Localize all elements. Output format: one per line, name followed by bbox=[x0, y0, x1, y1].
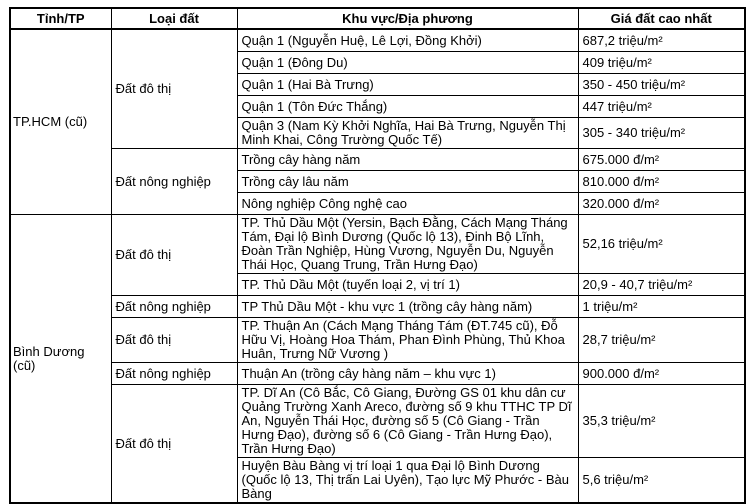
price-cell: 447 triệu/m² bbox=[578, 96, 745, 118]
area-cell: Quận 1 (Đông Du) bbox=[237, 52, 578, 74]
price-cell: 675.000 đ/m² bbox=[578, 149, 745, 171]
table-body bbox=[10, 29, 745, 503]
price-cell: 5,6 triệu/m² bbox=[578, 458, 745, 504]
price-cell: 810.000 đ/m² bbox=[578, 171, 745, 193]
category-cell: Đất đô thị bbox=[111, 215, 237, 296]
column-header-area: Khu vực/Địa phương bbox=[237, 8, 578, 29]
price-cell: 52,16 triệu/m² bbox=[578, 215, 745, 274]
category-cell: Đất đô thị bbox=[111, 385, 237, 504]
price-cell: 305 - 340 triệu/m² bbox=[578, 118, 745, 149]
area-cell: Quận 1 (Tôn Đức Thắng) bbox=[237, 96, 578, 118]
price-cell: 28,7 triệu/m² bbox=[578, 318, 745, 363]
area-cell: Quận 1 (Nguyễn Huệ, Lê Lợi, Đồng Khởi) bbox=[237, 29, 578, 52]
table-row bbox=[10, 215, 745, 274]
column-header-category: Loại đất bbox=[111, 8, 237, 29]
area-cell: Thuận An (trồng cây hàng năm – khu vực 1) bbox=[237, 363, 578, 385]
price-cell: 35,3 triệu/m² bbox=[578, 385, 745, 458]
category-cell: Đất nông nghiệp bbox=[111, 363, 237, 385]
area-cell: TP Thủ Dầu Một - khu vực 1 (trồng cây hàng năm) bbox=[237, 296, 578, 318]
table-row bbox=[10, 296, 745, 318]
price-cell: 20,9 - 40,7 triệu/m² bbox=[578, 274, 745, 296]
province-cell: TP.HCM (cũ) bbox=[10, 29, 111, 215]
table-row bbox=[10, 149, 745, 171]
table-header bbox=[10, 8, 745, 29]
price-cell: 687,2 triệu/m² bbox=[578, 29, 745, 52]
table-row bbox=[10, 318, 745, 363]
area-cell: TP. Thủ Dầu Một (Yersin, Bạch Đằng, Cách Mạng Tháng Tám, Đại lộ Bình Dương (Quốc lộ 13), Đinh Bộ Lĩnh, Đoàn Trần Nghiệp, Hùng Vương, Nguyễn Du, Nguyễn Thái Học, Quang Trung, Trần Hưng Đạo) bbox=[237, 215, 578, 274]
area-cell: Quận 3 (Nam Kỳ Khởi Nghĩa, Hai Bà Trưng, Nguyễn Thị Minh Khai, Công Trường Quốc Tế) bbox=[237, 118, 578, 149]
column-header-province: Tỉnh/TP bbox=[10, 8, 111, 29]
price-cell: 350 - 450 triệu/m² bbox=[578, 74, 745, 96]
area-cell: Nông nghiệp Công nghệ cao bbox=[237, 193, 578, 215]
table-row bbox=[10, 29, 745, 52]
area-cell: TP. Dĩ An (Cô Bắc, Cô Giang, Đường GS 01 khu dân cư Quảng Trường Xanh Areco, đường số 9 khu TTHC TP Dĩ An, Nguyễn Thái Học, đường số 5 (Cô Giang - Trần Hưng Đạo), đường số 6 (Cô Giang - Trần Hưng Đạo), Trần Hưng Đạo) bbox=[237, 385, 578, 458]
table-row bbox=[10, 385, 745, 458]
category-cell: Đất nông nghiệp bbox=[111, 149, 237, 215]
price-cell: 1 triệu/m² bbox=[578, 296, 745, 318]
area-cell: Trồng cây lâu năm bbox=[237, 171, 578, 193]
land-price-table bbox=[9, 7, 746, 504]
area-cell: TP. Thủ Dầu Một (tuyến loại 2, vị trí 1) bbox=[237, 274, 578, 296]
area-cell: Huyện Bàu Bàng vị trí loại 1 qua Đại lộ Bình Dương (Quốc lộ 13, Thị trấn Lai Uyên), Tạo lực Mỹ Phước - Bàu Bàng bbox=[237, 458, 578, 504]
province-cell: Bình Dương (cũ) bbox=[10, 215, 111, 504]
price-cell: 320.000 đ/m² bbox=[578, 193, 745, 215]
price-cell: 900.000 đ/m² bbox=[578, 363, 745, 385]
table-row bbox=[10, 363, 745, 385]
category-cell: Đất đô thị bbox=[111, 318, 237, 363]
column-header-price: Giá đất cao nhất bbox=[578, 8, 745, 29]
table-header-row bbox=[10, 8, 745, 29]
category-cell: Đất đô thị bbox=[111, 29, 237, 149]
area-cell: Quận 1 (Hai Bà Trưng) bbox=[237, 74, 578, 96]
price-cell: 409 triệu/m² bbox=[578, 52, 745, 74]
area-cell: Trồng cây hàng năm bbox=[237, 149, 578, 171]
category-cell: Đất nông nghiệp bbox=[111, 296, 237, 318]
area-cell: TP. Thuận An (Cách Mạng Tháng Tám (ĐT.745 cũ), Đỗ Hữu Vị, Hoàng Hoa Thám, Phan Đình Phùng, Thủ Khoa Huân, Trưng Nữ Vương ) bbox=[237, 318, 578, 363]
